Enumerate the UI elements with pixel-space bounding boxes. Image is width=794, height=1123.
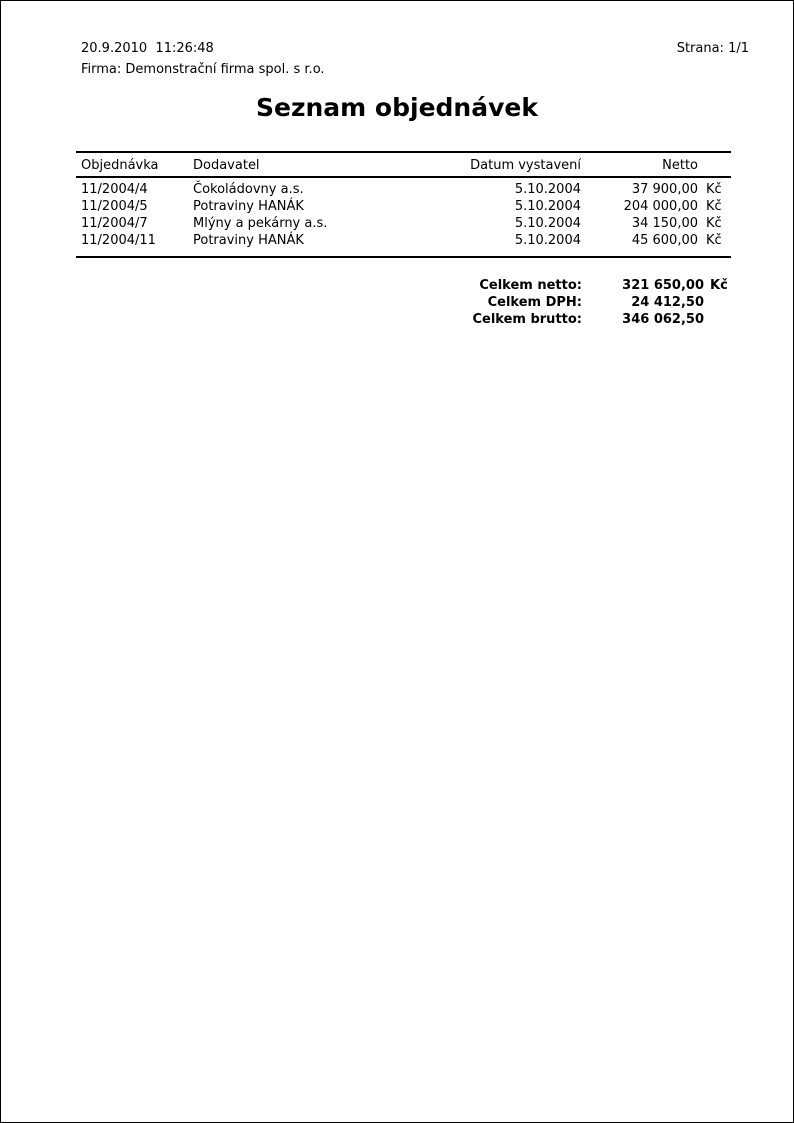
- issue-date: 5.10.2004: [514, 233, 581, 248]
- total-brutto-line: [76, 311, 731, 328]
- table-header-row: [76, 153, 731, 178]
- col-header-currency-spacer: [698, 157, 731, 174]
- total-netto-label: Celkem netto:: [479, 278, 582, 293]
- company-line: Firma: Demonstrační firma spol. s r.o.: [81, 62, 325, 77]
- issue-date: 5.10.2004: [514, 199, 581, 214]
- order-number: 11/2004/5: [81, 199, 148, 214]
- col-header-netto: Netto: [662, 158, 698, 173]
- issue-date: 5.10.2004: [514, 182, 581, 197]
- total-brutto-value: 346 062,50: [622, 312, 704, 327]
- col-header-datum-vystaveni: Datum vystavení: [470, 158, 581, 173]
- table-row: [76, 232, 731, 249]
- currency-label: Kč: [706, 182, 722, 197]
- total-dph-line: [76, 294, 731, 311]
- issue-date: 5.10.2004: [514, 216, 581, 231]
- total-dph-value: 24 412,50: [631, 295, 704, 310]
- total-dph-label: Celkem DPH:: [487, 295, 582, 310]
- order-number: 11/2004/4: [81, 182, 148, 197]
- supplier-name: Čokoládovny a.s.: [193, 182, 304, 197]
- table-row: [76, 181, 731, 198]
- report-title: Seznam objednávek: [256, 93, 538, 122]
- print-datetime: 20.9.2010 11:26:48: [81, 41, 214, 56]
- report-header-left: [81, 38, 325, 80]
- table-row: [76, 215, 731, 232]
- netto-amount: 37 900,00: [631, 182, 698, 197]
- currency-label: Kč: [706, 199, 722, 214]
- currency-label: Kč: [706, 233, 722, 248]
- netto-amount: 34 150,00: [631, 216, 698, 231]
- page-number: Strana: 1/1: [676, 41, 749, 56]
- supplier-name: Potraviny HANÁK: [193, 233, 304, 248]
- currency-label: Kč: [706, 216, 722, 231]
- totals-block: [76, 277, 731, 328]
- order-number: 11/2004/11: [81, 233, 156, 248]
- total-netto-value: 321 650,00: [622, 278, 704, 293]
- col-header-dodavatel: Dodavatel: [193, 158, 260, 173]
- total-netto-line: [76, 277, 731, 294]
- table-row: [76, 198, 731, 215]
- order-number: 11/2004/7: [81, 216, 148, 231]
- table-body: [76, 178, 731, 256]
- supplier-name: Mlýny a pekárny a.s.: [193, 216, 328, 231]
- total-netto-currency: Kč: [710, 278, 728, 293]
- total-brutto-label: Celkem brutto:: [472, 312, 582, 327]
- total-dph-currency: [704, 294, 731, 311]
- total-brutto-currency: [704, 311, 731, 328]
- netto-amount: 45 600,00: [631, 233, 698, 248]
- supplier-name: Potraviny HANÁK: [193, 199, 304, 214]
- netto-amount: 204 000,00: [623, 199, 698, 214]
- col-header-objednavka: Objednávka: [81, 158, 159, 173]
- orders-table: [76, 151, 731, 258]
